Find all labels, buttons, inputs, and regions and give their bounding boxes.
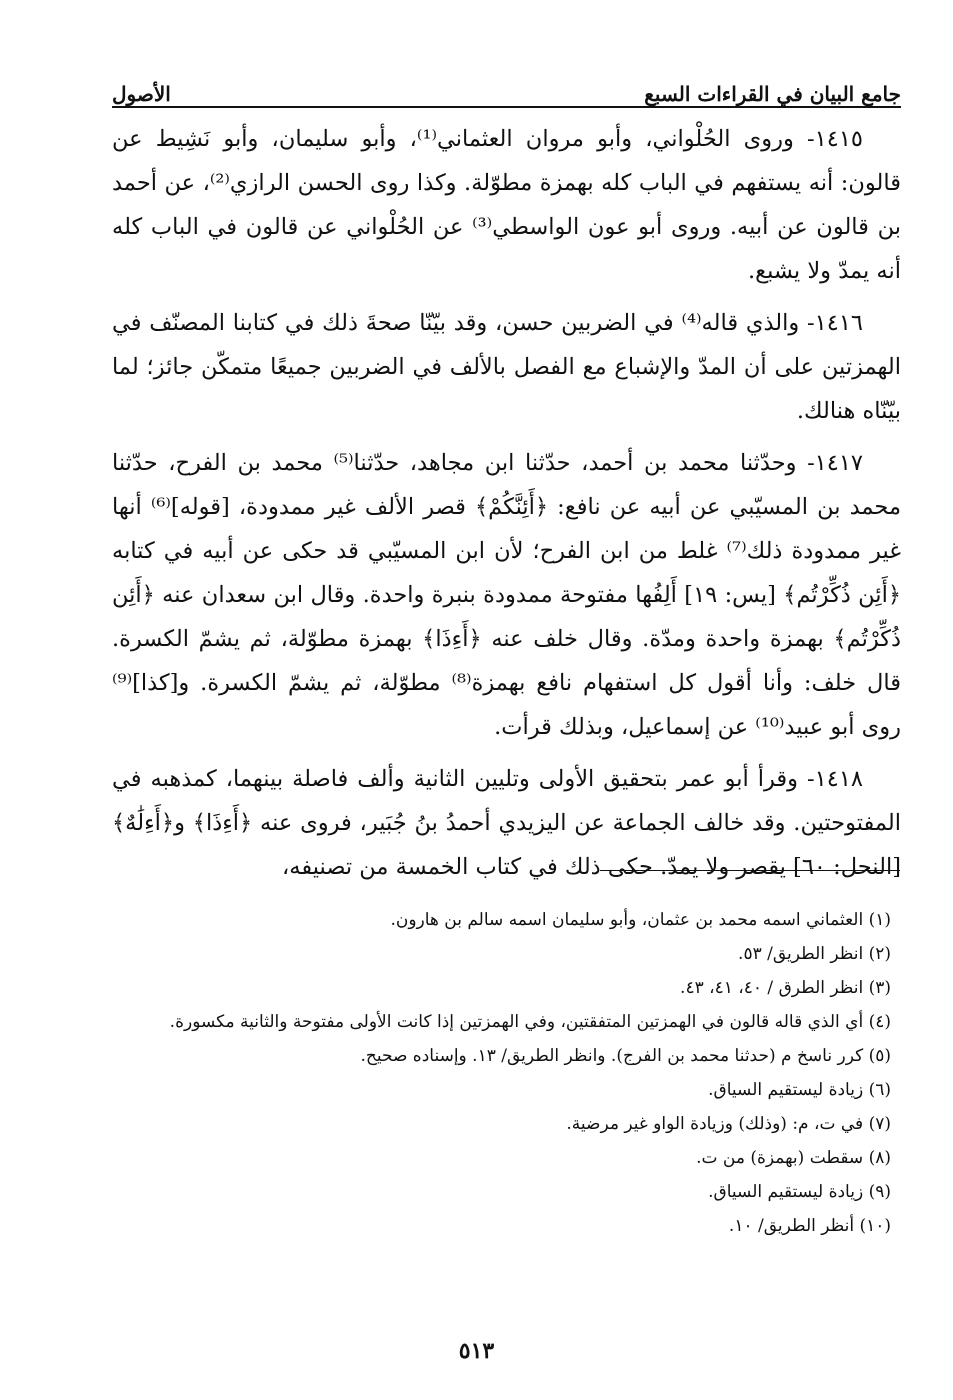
- footnote-4: (٤) أي الذي قاله قالون في الهمزتين المتفقتين، وفي الهمزتين إذا كانت الأولى مفتوحة والثانية مكسورة.: [169, 1012, 891, 1032]
- footnote-6: (٦) زيادة ليستقيم السياق.: [708, 1080, 891, 1100]
- page-number: ٥١٣: [458, 1338, 495, 1364]
- book-title: جامع البيان في القراءات السبع: [644, 82, 901, 106]
- paragraph-1415: ١٤١٥- وروى الحُلْواني، وأبو مروان العثماني⁽¹⁾، وأبو سليمان، وأبو نَشِيط عن قالون: أنه يستفهم في الباب كله بهمزة مطوّلة. وكذا روى الحسن الرازي⁽²⁾، عن أحمد بن قالون عن أبيه. وروى أبو عون الواسطي⁽³⁾ عن الحُلْواني عن قالون في الباب كله أنه يمدّ ولا يشبع.: [112, 126, 901, 284]
- footnote-8: (٨) سقطت (بهمزة) من ت.: [696, 1148, 891, 1168]
- footnote-2: (٢) انظر الطريق/ ٥٣.: [738, 944, 891, 964]
- footnote-3: (٣) انظر الطرق / ٤٠، ٤١، ٤٣.: [680, 978, 891, 998]
- paragraph-1416: ١٤١٦- والذي قاله⁽⁴⁾ في الضربين حسن، وقد بيّنّا صحةَ ذلك في كتابنا المصنّف في الهمزتين على أن المدّ والإشباع مع الفصل بالألف في الضربين جميعًا متمكّن جائز؛ لما بيّنّاه هنالك.: [112, 310, 901, 424]
- paragraph-1417: ١٤١٧- وحدّثنا محمد بن أحمد، حدّثنا ابن مجاهد، حدّثنا⁽⁵⁾ محمد بن الفرح، حدّثنا محمد بن المسيّبي عن أبيه عن نافع: ﴿أَئِنَّكُمْ﴾ قصر الألف غير ممدودة، [قوله]⁽⁶⁾ أنها غير ممدودة ذلك⁽⁷⁾ غلط من ابن الفرح؛ لأن ابن المسيّبي قد حكى عن أبيه في كتابه ﴿أَئِن ذُكِّرْتُم﴾ [يس: ١٩] أَلِفُها مفتوحة ممدودة بنبرة واحدة. وقال ابن سعدان عنه ﴿أَئِن ذُكِّرْتُم﴾ بهمزة واحدة ومدّة. وقال خلف عنه ﴿أَءِذَا﴾ بهمزة مطوّلة، ثم يشمّ الكسرة. قال خلف: وأنا أقول كل استفهام نافع بهمزة⁽⁸⁾ مطوّلة، ثم يشمّ الكسرة. و[كذا]⁽⁹⁾ روى أبو عبيد⁽¹⁰⁾ عن إسماعيل، وبذلك قرأت.: [112, 450, 902, 740]
- footnotes: [112, 903, 891, 1243]
- footnote-9: (٩) زيادة ليستقيم السياق.: [708, 1182, 891, 1202]
- main-text: [112, 117, 901, 897]
- footnote-5: (٥) كرر ناسخ م (حدثنا محمد بن الفرج). وانظر الطريق/ ١٣. وإسناده صحيح.: [360, 1046, 891, 1066]
- footnote-1: (١) العثماني اسمه محمد بن عثمان، وأبو سليمان اسمه سالم بن هارون.: [390, 910, 891, 930]
- header-divider: [112, 106, 901, 108]
- footnote-10: (١٠) أنظر الطريق/ ١٠.: [728, 1216, 891, 1236]
- footnote-7: (٧) في ت، م: (وذلك) وزيادة الواو غير مرضية.: [566, 1114, 891, 1134]
- section-title: الأصول: [112, 82, 171, 106]
- running-header: [112, 58, 901, 106]
- footnote-divider: [600, 870, 900, 871]
- paragraph-1418: ١٤١٨- وقرأ أبو عمر بتحقيق الأولى وتليين الثانية وألف فاصلة بينهما، كمذهبه في المفتوحتين. وقد خالف الجماعة عن اليزيدي أحمدُ بنُ جُبَير، فروى عنه ﴿أَءِذَا﴾ و﴿أَءِلَٰهٌ﴾ [النحل: ٦٠] يقصر ولا يمدّ. حكى ذلك في كتاب الخمسة من تصنيفه،: [112, 766, 901, 880]
